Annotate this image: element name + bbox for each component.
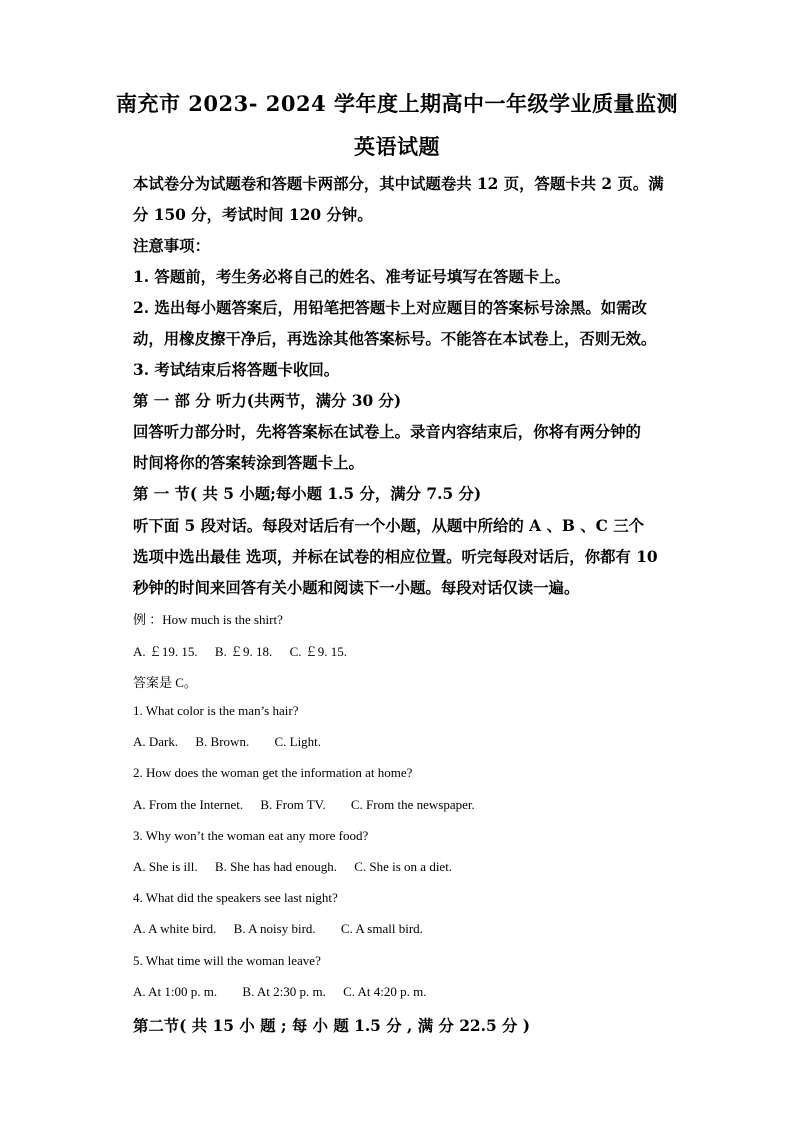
q2-option-c: C. From the newspaper. [350, 797, 475, 812]
question-3: 3. Why won’t the woman eat any more food? [133, 828, 369, 843]
part1-instruction-2: 时间将你的答案转涂到答题卡上。 [133, 454, 364, 472]
note-3: 3. 考试结束后将答题卡收回。 [133, 361, 340, 379]
part1-heading: 第 一 部 分 听力(共两节，满分 30 分) [133, 392, 402, 410]
intro-line-2: 分 150 分，考试时间 120 分钟。 [133, 206, 373, 224]
question-4-options [133, 921, 423, 937]
section1-instruction-3: 秒钟的时间来回答有关小题和阅读下一小题。每段对话仅读一遍。 [133, 579, 580, 597]
q2-option-a: A. From the Internet. [133, 797, 244, 812]
q5-option-c: C. At 4:20 p. m. [343, 984, 427, 999]
example-option-b: B. ￡9. 18. [214, 644, 273, 659]
example-question: 例 ：How much is the shirt? [133, 612, 283, 627]
exam-title: 南充市 2023- 2024 学年度上期高中一年级学业质量监测 [115, 91, 679, 116]
q4-option-b: B. A noisy bird. [233, 921, 316, 936]
q1-option-a: A. Dark. [133, 734, 179, 749]
example-option-c: C. ￡9. 15. [289, 644, 347, 659]
exam-subtitle: 英语试题 [354, 134, 440, 159]
note-2: 2. 选出每小题答案后，用铅笔把答题卡上对应题目的答案标号涂黑。如需改 [133, 299, 647, 317]
note-2-cont: 动，用橡皮擦干净后，再选涂其他答案标号。不能答在本试卷上，否则无效。 [133, 330, 657, 348]
question-1: 1. What color is the man’s hair? [133, 703, 299, 718]
q3-option-c: C. She is on a diet. [354, 859, 453, 874]
part1-instruction-1: 回答听力部分时，先将答案标在试卷上。录音内容结束后，你将有两分钟的 [133, 423, 641, 441]
question-5-options [133, 984, 427, 1000]
q4-option-a: A. A white bird. [133, 921, 217, 936]
notes-heading: 注意事项： [133, 237, 210, 255]
section1-heading: 第 一 节( 共 5 小题;每小题 1.5 分，满分 7.5 分) [133, 485, 482, 503]
section1-instruction-1: 听下面 5 段对话。每段对话后有一个小题，从题中所给的 A 、B 、C 三个 [133, 517, 644, 535]
q3-option-b: B. She has had enough. [214, 859, 337, 874]
q2-option-b: B. From TV. [260, 797, 326, 812]
question-3-options [133, 859, 452, 875]
q5-option-a: A. At 1:00 p. m. [133, 984, 218, 999]
question-2: 2. How does the woman get the information at home? [133, 765, 413, 780]
q4-option-c: C. A small bird. [340, 921, 423, 936]
note-1: 1. 答题前，考生务必将自己的姓名、准考证号填写在答题卡上。 [133, 268, 570, 286]
q3-option-a: A. She is ill. [133, 859, 198, 874]
q5-option-b: B. At 2:30 p. m. [242, 984, 326, 999]
question-2-options [133, 797, 475, 813]
q1-option-b: B. Brown. [195, 734, 250, 749]
intro-line-1: 本试卷分为试题卷和答题卡两部分，其中试题卷共 12 页，答题卡共 2 页。满 [133, 175, 664, 193]
question-5: 5. What time will the woman leave? [133, 953, 321, 968]
example-option-a: A. ￡19. 15. [133, 644, 198, 659]
section2-heading: 第二节( 共 15 小 题 ; 每 小 题 1.5 分 , 满 分 22.5 分 ) [133, 1017, 531, 1035]
q1-option-c: C. Light. [274, 734, 322, 749]
question-1-options [133, 734, 321, 750]
question-4: 4. What did the speakers see last night? [133, 890, 338, 905]
example-options [133, 641, 347, 660]
example-answer: 答案是 C。 [133, 675, 197, 690]
section1-instruction-2: 选项中选出最佳 选项，并标在试卷的相应位置。听完每段对话后，你都有 10 [133, 548, 658, 566]
